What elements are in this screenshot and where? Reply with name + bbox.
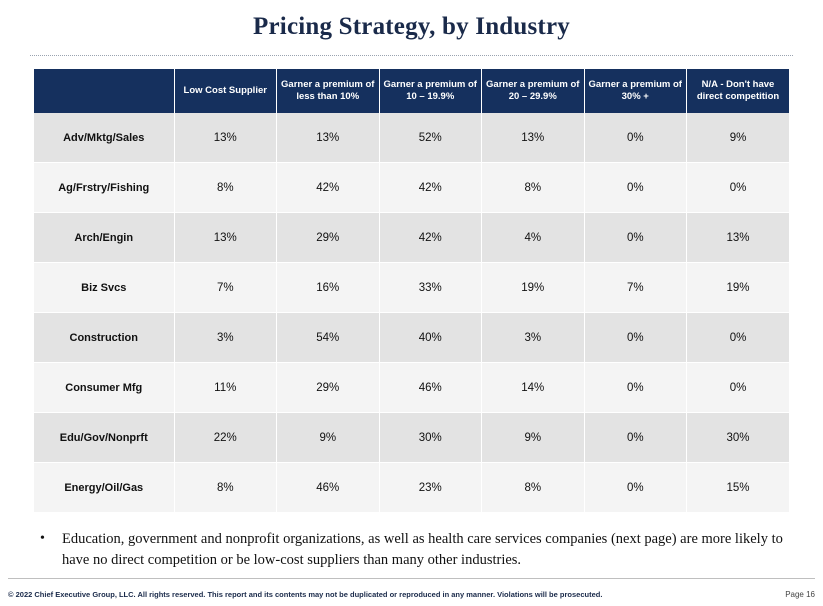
cell-value: 9% bbox=[687, 113, 790, 163]
cell-value: 13% bbox=[482, 113, 585, 163]
table-row bbox=[34, 363, 789, 413]
table-row bbox=[34, 213, 789, 263]
cell-value: 0% bbox=[584, 463, 687, 513]
cell-value: 42% bbox=[277, 163, 380, 213]
cell-value: 13% bbox=[174, 113, 277, 163]
column-header-no-direct-competition: N/A - Don't have direct competition bbox=[687, 69, 790, 113]
cell-value: 0% bbox=[584, 313, 687, 363]
cell-value: 23% bbox=[379, 463, 482, 513]
cell-value: 19% bbox=[687, 263, 790, 313]
cell-value: 42% bbox=[379, 163, 482, 213]
pricing-strategy-table bbox=[34, 69, 789, 513]
cell-value: 40% bbox=[379, 313, 482, 363]
cell-value: 0% bbox=[687, 163, 790, 213]
page-title: Pricing Strategy, by Industry bbox=[253, 13, 570, 40]
row-label: Biz Svcs bbox=[34, 263, 174, 313]
cell-value: 8% bbox=[174, 463, 277, 513]
cell-value: 13% bbox=[687, 213, 790, 263]
column-header-low-cost-supplier: Low Cost Supplier bbox=[174, 69, 277, 113]
cell-value: 7% bbox=[584, 263, 687, 313]
cell-value: 33% bbox=[379, 263, 482, 313]
bullet-icon: • bbox=[40, 531, 45, 546]
cell-value: 8% bbox=[174, 163, 277, 213]
title-divider bbox=[30, 55, 793, 56]
row-label: Adv/Mktg/Sales bbox=[34, 113, 174, 163]
table-header-row bbox=[34, 69, 789, 113]
cell-value: 4% bbox=[482, 213, 585, 263]
cell-value: 13% bbox=[174, 213, 277, 263]
cell-value: 0% bbox=[584, 213, 687, 263]
cell-value: 54% bbox=[277, 313, 380, 363]
row-label: Consumer Mfg bbox=[34, 363, 174, 413]
cell-value: 29% bbox=[277, 213, 380, 263]
cell-value: 15% bbox=[687, 463, 790, 513]
cell-value: 52% bbox=[379, 113, 482, 163]
footer-divider bbox=[8, 578, 815, 579]
table-row bbox=[34, 413, 789, 463]
table-row bbox=[34, 113, 789, 163]
cell-value: 19% bbox=[482, 263, 585, 313]
cell-value: 8% bbox=[482, 463, 585, 513]
cell-value: 0% bbox=[584, 363, 687, 413]
cell-value: 42% bbox=[379, 213, 482, 263]
cell-value: 0% bbox=[687, 313, 790, 363]
row-label: Energy/Oil/Gas bbox=[34, 463, 174, 513]
column-header-premium-10-19: Garner a premium of 10 – 19.9% bbox=[379, 69, 482, 113]
cell-value: 3% bbox=[174, 313, 277, 363]
cell-value: 0% bbox=[584, 163, 687, 213]
cell-value: 46% bbox=[379, 363, 482, 413]
table-row bbox=[34, 313, 789, 363]
page-number: Page 16 bbox=[785, 590, 815, 599]
cell-value: 0% bbox=[687, 363, 790, 413]
cell-value: 8% bbox=[482, 163, 585, 213]
column-header-premium-30-plus: Garner a premium of 30% + bbox=[584, 69, 687, 113]
cell-value: 22% bbox=[174, 413, 277, 463]
table-row bbox=[34, 163, 789, 213]
row-label: Edu/Gov/Nonprft bbox=[34, 413, 174, 463]
cell-value: 30% bbox=[687, 413, 790, 463]
row-label: Construction bbox=[34, 313, 174, 363]
cell-value: 7% bbox=[174, 263, 277, 313]
column-header-premium-20-29: Garner a premium of 20 – 29.9% bbox=[482, 69, 585, 113]
cell-value: 29% bbox=[277, 363, 380, 413]
insight-note bbox=[40, 529, 783, 571]
table-corner-header bbox=[34, 69, 174, 113]
cell-value: 14% bbox=[482, 363, 585, 413]
insight-note-text: Education, government and nonprofit organizations, as well as health care services companies (next page) are more likely to have no direct competition or be low-cost suppliers than many other industries. bbox=[62, 531, 783, 569]
copyright-text: © 2022 Chief Executive Group, LLC. All rights reserved. This report and its contents may not be duplicated or reproduced in any manner. Violations will be prosecuted. bbox=[8, 590, 603, 599]
cell-value: 3% bbox=[482, 313, 585, 363]
cell-value: 13% bbox=[277, 113, 380, 163]
column-header-premium-under-10: Garner a premium of less than 10% bbox=[277, 69, 380, 113]
cell-value: 16% bbox=[277, 263, 380, 313]
cell-value: 9% bbox=[482, 413, 585, 463]
cell-value: 0% bbox=[584, 113, 687, 163]
cell-value: 11% bbox=[174, 363, 277, 413]
footer bbox=[8, 590, 815, 599]
table-row bbox=[34, 463, 789, 513]
cell-value: 0% bbox=[584, 413, 687, 463]
cell-value: 30% bbox=[379, 413, 482, 463]
cell-value: 46% bbox=[277, 463, 380, 513]
row-label: Ag/Frstry/Fishing bbox=[34, 163, 174, 213]
cell-value: 9% bbox=[277, 413, 380, 463]
table-row bbox=[34, 263, 789, 313]
row-label: Arch/Engin bbox=[34, 213, 174, 263]
